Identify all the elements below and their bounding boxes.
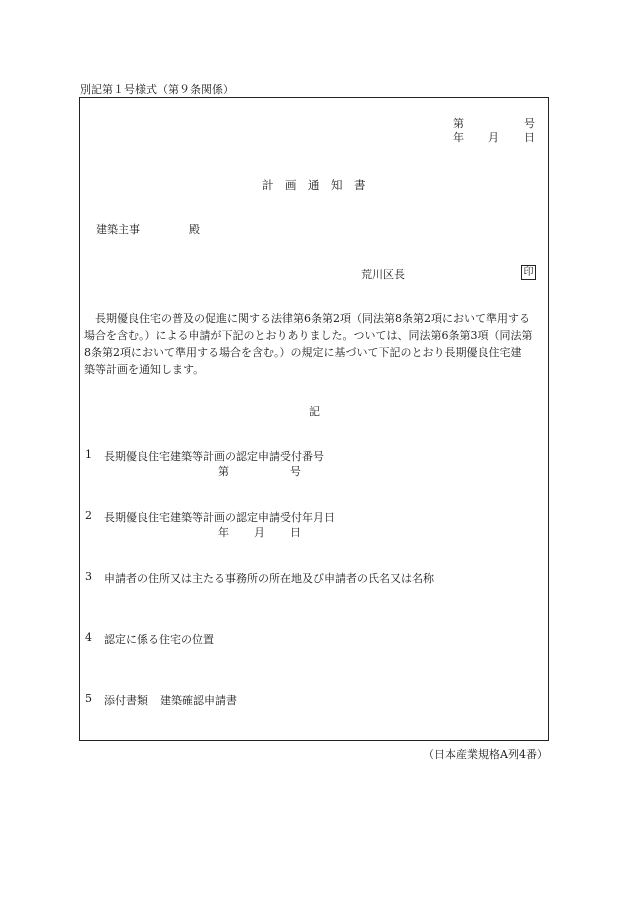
- item-5-value: 建築確認申請書: [160, 694, 237, 707]
- item-5-label: 添付書類: [104, 694, 148, 707]
- title-char-2: 画: [285, 178, 297, 192]
- seal-mark: 印: [521, 265, 536, 280]
- item-3-number: 3: [85, 570, 92, 583]
- item-1-value-suffix: 号: [290, 465, 301, 478]
- form-number-label: 別記第１号様式（第９条関係）: [80, 83, 234, 96]
- ki-heading: 記: [309, 405, 320, 418]
- body-line-3: 8条第2項において準用する場合を含む。）の規定に基づいて下記のとおり長期優良住宅建: [84, 346, 522, 359]
- item-1-number: 1: [85, 448, 92, 461]
- number-prefix: 第: [453, 117, 464, 130]
- title-char-5: 書: [354, 178, 366, 192]
- title-char-1: 計: [262, 178, 274, 192]
- body-line-4: 築等計画を通知します。: [84, 363, 205, 376]
- jis-size-note: （日本産業規格A列4番）: [423, 748, 548, 761]
- addressee-honorific: 殿: [189, 223, 200, 236]
- title-char-4: 知: [331, 178, 343, 192]
- item-5-number: 5: [85, 692, 92, 705]
- item-4-label: 認定に係る住宅の位置: [104, 633, 214, 646]
- body-paragraph: [84, 310, 546, 378]
- body-line-2: 場合を含む。）による申請が下記のとおりありました。ついては、同法第6条第3項（同法第: [84, 329, 533, 342]
- item-4-number: 4: [85, 631, 92, 644]
- item-2-day: 日: [290, 526, 301, 539]
- item-2-number: 2: [85, 509, 92, 522]
- item-2-label: 長期優良住宅建築等計画の認定申請受付年月日: [104, 511, 335, 524]
- body-line-1: 長期優良住宅の普及の促進に関する法律第6条第2項（同法第8条第2項において準用する: [84, 312, 530, 325]
- item-2-year: 年: [218, 526, 229, 539]
- title-char-3: 通: [308, 178, 320, 192]
- number-suffix: 号: [524, 117, 535, 130]
- addressee-role: 建築主事: [96, 223, 140, 236]
- date-month: 月: [488, 131, 499, 144]
- item-1-label: 長期優良住宅建築等計画の認定申請受付番号: [104, 450, 324, 463]
- date-day: 日: [524, 131, 535, 144]
- date-year: 年: [453, 131, 464, 144]
- item-1-value-prefix: 第: [218, 465, 229, 478]
- item-2-month: 月: [254, 526, 265, 539]
- item-3-label: 申請者の住所又は主たる事務所の所在地及び申請者の氏名又は名称: [104, 572, 434, 585]
- sender-name: 荒川区長: [361, 268, 405, 281]
